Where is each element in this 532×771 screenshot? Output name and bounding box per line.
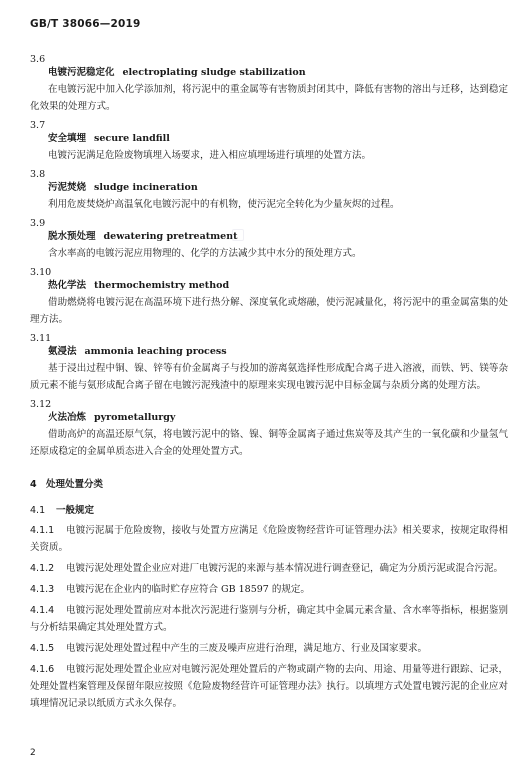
chapter-title: 处理处置分类 — [46, 479, 104, 490]
term-title — [48, 411, 508, 425]
chapter-heading — [30, 478, 508, 492]
page-number: 2 — [30, 748, 36, 758]
clause-paragraph — [30, 522, 508, 556]
standard-header: GB/T 38066—2019 — [30, 18, 141, 30]
clause-number: 4.1.2 — [30, 563, 55, 574]
section-title: 一般规定 — [56, 505, 95, 516]
clause-text: 电镀污泥属于危险废物，接收与处置方应满足《危险废物经营许可证管理办法》相关要求，按规定取得相关资质。 — [30, 525, 508, 553]
term-number: 3.8 — [30, 169, 46, 180]
clause-number: 4.1.3 — [30, 584, 55, 595]
term-number: 3.7 — [30, 120, 46, 131]
clause-paragraph — [30, 602, 508, 636]
term-chinese: 火法冶炼 — [48, 412, 87, 423]
term-english: ammonia leaching process — [84, 346, 227, 357]
section-number: 4.1 — [30, 505, 46, 516]
term-title — [48, 66, 508, 80]
clause-text: 电镀污泥处理处置企业应对电镀污泥处理处置后的产物或副产物的去向、用途、用量等进行跟踪、记录，处理处置档案管理及保留年限应按照《危险废物经营许可证管理办法》执行。以填埋方式处置电镀污泥的企业应对填埋情况记录以纸质方式永久保存。 — [30, 664, 508, 709]
term-english: secure landfill — [94, 133, 170, 144]
term-english: electroplating sludge stabilization — [122, 67, 306, 78]
clauses-list — [30, 522, 508, 712]
term-number: 3.11 — [30, 333, 52, 344]
chapter-number: 4 — [30, 479, 37, 490]
term-definition: 在电镀污泥中加入化学添加剂，将污泥中的重金属等有害物质封闭其中，降低有害物的溶出与迁移，达到稳定化效果的处理方式。 — [30, 84, 508, 112]
term-definition: 借助高炉的高温还原气氛，将电镀污泥中的铬、镍、铜等金属离子通过焦炭等及其产生的一氧化碳和少量氢气还原成稳定的金属单质态进入合金的处理处置方式。 — [30, 429, 508, 457]
terms-list — [30, 53, 508, 460]
term-number: 3.10 — [30, 267, 52, 278]
term-number: 3.6 — [30, 54, 46, 65]
term-chinese: 氨浸法 — [48, 346, 77, 357]
watermark-icon — [232, 229, 244, 241]
clause-paragraph — [30, 640, 508, 657]
term-chinese: 污泥焚烧 — [48, 182, 87, 193]
term-definition: 利用危废焚烧炉高温氧化电镀污泥中的有机物，使污泥完全转化为少量灰烬的过程。 — [48, 199, 400, 210]
term-english: pyrometallurgy — [94, 412, 176, 423]
term-number: 3.9 — [30, 218, 46, 229]
term-title — [48, 345, 508, 359]
term-chinese: 热化学法 — [48, 280, 87, 291]
term-number: 3.12 — [30, 399, 52, 410]
clause-paragraph — [30, 661, 508, 712]
clause-text: 电镀污泥处理处置前应对本批次污泥进行鉴别与分析，确定其中金属元素含量、含水率等指标，根据鉴别与分析结果确定其处理处置方式。 — [30, 605, 508, 633]
clause-paragraph — [30, 560, 508, 577]
term-definition: 电镀污泥满足危险废物填埋入场要求，进入相应填埋场进行填埋的处置方法。 — [48, 150, 372, 161]
term-definition: 基于浸出过程中铜、镍、锌等有价金属离子与投加的游离氨选择性形成配合离子进入溶液，而铁、钙、镁等杂质元素不能与氨形成配合离子留在电镀污泥残渣中的原理来实现电镀污泥中目标金属与杂质分离的处理方法。 — [30, 363, 508, 391]
term-chinese: 安全填埋 — [48, 133, 87, 144]
term-chinese: 电镀污泥稳定化 — [48, 67, 115, 78]
term-chinese: 脱水预处理 — [48, 231, 96, 242]
term-english: sludge incineration — [94, 182, 198, 193]
term-english: dewatering pretreatment — [103, 231, 238, 242]
clause-number: 4.1.4 — [30, 605, 55, 616]
clause-text: 电镀污泥处理处置过程中产生的三废及噪声应进行治理，满足地方、行业及国家要求。 — [66, 643, 428, 654]
clause-paragraph — [30, 581, 508, 598]
section-heading — [30, 504, 508, 518]
clause-number: 4.1.1 — [30, 525, 55, 536]
term-title — [48, 230, 508, 244]
term-english: thermochemistry method — [94, 280, 230, 291]
term-definition: 含水率高的电镀污泥应用物理的、化学的方法减少其中水分的预处理方式。 — [48, 248, 362, 259]
clause-text: 电镀污泥在企业内的临时贮存应符合 GB 18597 的规定。 — [66, 584, 310, 595]
term-title — [48, 181, 508, 195]
clause-number: 4.1.5 — [30, 643, 55, 654]
document-content — [30, 53, 508, 712]
clause-text: 电镀污泥处理处置企业应对进厂电镀污泥的来源与基本情况进行调查登记，确定为分质污泥或混合污泥。 — [66, 563, 504, 574]
clause-number: 4.1.6 — [30, 664, 55, 675]
term-title — [48, 279, 508, 293]
term-title — [48, 132, 508, 146]
term-definition: 借助燃烧将电镀污泥在高温环境下进行热分解、深度氧化或熔融，使污泥减量化，将污泥中的重金属富集的处理方法。 — [30, 297, 508, 325]
